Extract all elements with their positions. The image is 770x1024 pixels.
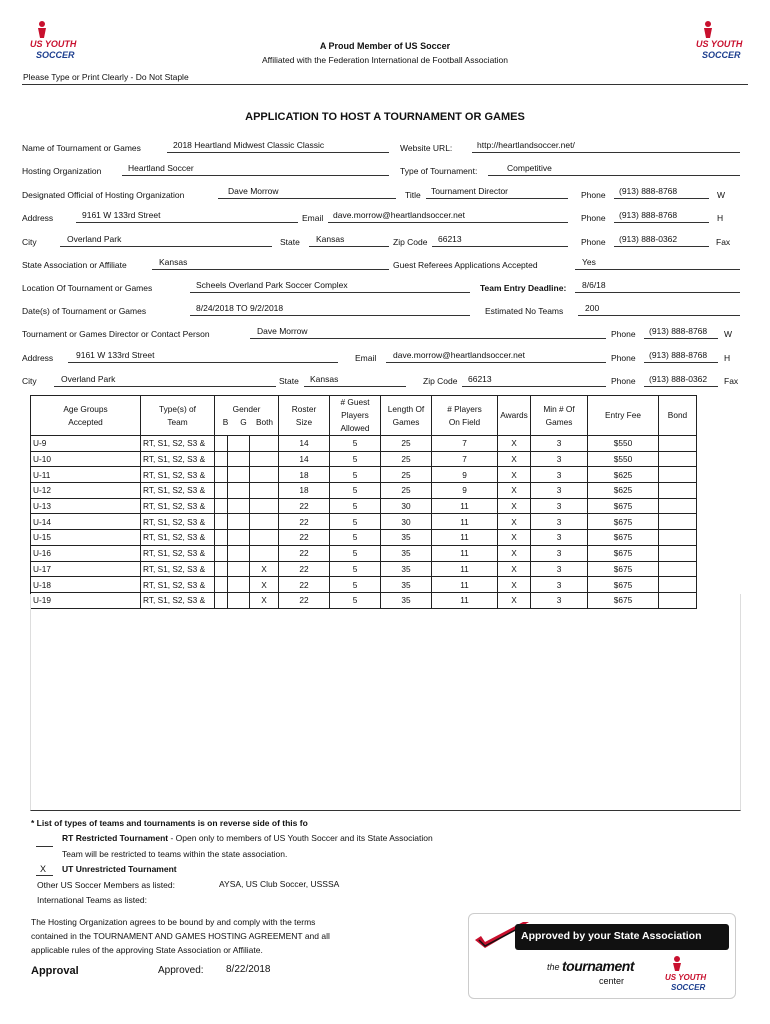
- gender-g-cell[interactable]: [228, 467, 250, 483]
- city-label: City: [22, 237, 37, 247]
- age-group-cell: U-17: [31, 561, 141, 577]
- awards-cell[interactable]: X: [498, 498, 531, 514]
- roster-size-cell[interactable]: 22: [279, 545, 330, 561]
- table-row: [31, 577, 697, 593]
- gender-both-cell[interactable]: [250, 483, 279, 499]
- est-teams-field[interactable]: 200: [585, 303, 600, 313]
- awards-cell[interactable]: X: [498, 436, 531, 452]
- logo-text-bottom: SOCCER: [671, 983, 706, 992]
- table-row: [31, 483, 697, 499]
- age-groups-header: Age Groups Accepted: [31, 396, 141, 436]
- us-youth-soccer-logo-footer: [663, 954, 715, 994]
- team-type-cell: RT, S1, S2, S3 &: [141, 561, 215, 577]
- d-address-field[interactable]: 9161 W 133rd Street: [76, 350, 155, 360]
- phone-fax-field[interactable]: (913) 888-0362: [619, 234, 678, 244]
- table-row: [31, 530, 697, 546]
- w-label: W: [717, 190, 726, 200]
- guest-players-cell[interactable]: 5: [330, 592, 381, 608]
- entry-fee-cell[interactable]: $675: [588, 530, 659, 546]
- entry-fee-header: Entry Fee: [588, 396, 659, 436]
- dates-underline: [190, 315, 470, 316]
- bond-cell[interactable]: [659, 451, 697, 467]
- awards-cell[interactable]: X: [498, 577, 531, 593]
- age-group-table: [30, 395, 697, 609]
- d-state-underline: [304, 386, 406, 387]
- players-on-field-cell[interactable]: 11: [432, 498, 498, 514]
- assoc-label: State Association or Affiliate: [22, 260, 127, 270]
- entry-fee-cell[interactable]: $675: [588, 545, 659, 561]
- gender-both-cell[interactable]: [250, 451, 279, 467]
- players-on-field-cell[interactable]: 7: [432, 436, 498, 452]
- awards-cell[interactable]: X: [498, 483, 531, 499]
- other-members-field[interactable]: AYSA, US Club Soccer, USSSA: [219, 879, 340, 889]
- roster-size-cell[interactable]: 14: [279, 436, 330, 452]
- entry-fee-cell[interactable]: $675: [588, 498, 659, 514]
- tournament-center-word: tournament: [562, 958, 634, 974]
- official-label: Designated Official of Hosting Organization: [22, 190, 185, 200]
- guest-players-cell[interactable]: 5: [330, 436, 381, 452]
- phone-w-underline: [614, 198, 709, 199]
- rt-title: RT Restricted Tournament: [62, 833, 169, 843]
- address-label: Address: [22, 213, 54, 223]
- players-on-field-cell[interactable]: 11: [432, 561, 498, 577]
- table-row: [31, 436, 697, 452]
- entry-fee-cell[interactable]: $625: [588, 483, 659, 499]
- email-field[interactable]: dave.morrow@heartlandsoccer.net: [333, 210, 465, 220]
- phone-h-underline: [614, 222, 709, 223]
- players-on-field-cell[interactable]: 9: [432, 467, 498, 483]
- fax-label: Fax: [716, 237, 731, 247]
- guest-players-cell[interactable]: 5: [330, 545, 381, 561]
- min-games-cell[interactable]: 3: [531, 498, 588, 514]
- page-title: APPLICATION TO HOST A TOURNAMENT OR GAMES: [245, 111, 525, 123]
- website-field[interactable]: http://heartlandsoccer.net/: [477, 140, 575, 150]
- d-email-underline: [386, 362, 606, 363]
- roster-size-cell[interactable]: 18: [279, 467, 330, 483]
- entry-fee-cell[interactable]: $675: [588, 577, 659, 593]
- guest-players-header: # Guest Players Allowed: [330, 396, 381, 436]
- team-type-cell: RT, S1, S2, S3 &: [141, 530, 215, 546]
- gender-b-cell[interactable]: [215, 483, 228, 499]
- guest-ref-label: Guest Referees Applications Accepted: [393, 260, 538, 270]
- min-games-cell[interactable]: 3: [531, 577, 588, 593]
- gender-both-cell[interactable]: [250, 498, 279, 514]
- w-label: W: [724, 329, 733, 339]
- table-row: [31, 545, 697, 561]
- type-underline: [488, 175, 740, 176]
- gender-b-cell[interactable]: [215, 467, 228, 483]
- roster-size-cell[interactable]: 18: [279, 483, 330, 499]
- director-underline: [250, 338, 606, 339]
- min-games-cell[interactable]: 3: [531, 545, 588, 561]
- roster-header: Roster Size: [279, 396, 330, 436]
- gender-g-cell[interactable]: [228, 436, 250, 452]
- guest-players-cell[interactable]: 5: [330, 498, 381, 514]
- official-field[interactable]: Dave Morrow: [228, 186, 279, 196]
- team-type-cell: RT, S1, S2, S3 &: [141, 467, 215, 483]
- est-teams-label: Estimated No Teams: [485, 306, 564, 316]
- d-zip-underline: [462, 386, 606, 387]
- table-row: [31, 467, 697, 483]
- entry-fee-cell[interactable]: $675: [588, 561, 659, 577]
- gender-g-cell[interactable]: [228, 530, 250, 546]
- gender-b-cell[interactable]: [215, 514, 228, 530]
- d-state-field[interactable]: Kansas: [310, 374, 339, 384]
- min-games-cell[interactable]: 3: [531, 530, 588, 546]
- table-row: [31, 514, 697, 530]
- title-field[interactable]: Tournament Director: [431, 186, 509, 196]
- phone-fax-underline: [614, 246, 709, 247]
- age-group-cell: U-11: [31, 467, 141, 483]
- ut-mark[interactable]: X: [40, 864, 47, 874]
- name-underline: [167, 152, 389, 153]
- entry-fee-cell[interactable]: $550: [588, 436, 659, 452]
- roster-size-cell[interactable]: 22: [279, 592, 330, 608]
- gender-g-cell[interactable]: [228, 545, 250, 561]
- gender-b-cell[interactable]: [215, 436, 228, 452]
- roster-size-cell[interactable]: 22: [279, 498, 330, 514]
- name-field[interactable]: 2018 Heartland Midwest Classic Classic: [173, 140, 325, 150]
- logo-text-bottom: SOCCER: [702, 50, 741, 60]
- d-city-label: City: [22, 376, 37, 386]
- table-row: [31, 498, 697, 514]
- d-address-underline: [68, 362, 338, 363]
- gender-g-cell[interactable]: [228, 451, 250, 467]
- d-phone-fax-field[interactable]: (913) 888-0362: [649, 374, 708, 384]
- game-length-cell[interactable]: 25: [381, 451, 432, 467]
- comments-area[interactable]: [30, 594, 741, 811]
- location-underline: [190, 292, 470, 293]
- game-length-cell[interactable]: 25: [381, 436, 432, 452]
- email-underline: [328, 222, 568, 223]
- director-label: Tournament or Games Director or Contact Person: [22, 329, 210, 339]
- players-on-field-cell[interactable]: 7: [432, 451, 498, 467]
- approval-label: Approval: [31, 965, 79, 977]
- agreement-line-1: The Hosting Organization agrees to be bound by and comply with the terms: [31, 917, 316, 927]
- bond-cell[interactable]: [659, 561, 697, 577]
- awards-header: Awards: [498, 396, 531, 436]
- players-on-field-cell[interactable]: 9: [432, 483, 498, 499]
- host-org-underline: [122, 175, 389, 176]
- zip-underline: [432, 246, 568, 247]
- location-field[interactable]: Scheels Overland Park Soccer Complex: [196, 280, 348, 290]
- min-games-cell[interactable]: 3: [531, 561, 588, 577]
- logo-text-bottom: SOCCER: [36, 50, 75, 60]
- entry-fee-cell[interactable]: $675: [588, 514, 659, 530]
- age-group-cell: U-10: [31, 451, 141, 467]
- entry-fee-cell[interactable]: $625: [588, 467, 659, 483]
- gender-g-cell[interactable]: [228, 514, 250, 530]
- state-underline: [309, 246, 389, 247]
- logo-text-top: US YOUTH: [696, 39, 743, 49]
- guest-players-cell[interactable]: 5: [330, 483, 381, 499]
- d-address-label: Address: [22, 353, 54, 363]
- approval-box: [468, 913, 736, 999]
- approved-date[interactable]: 8/22/2018: [226, 964, 271, 975]
- awards-cell[interactable]: X: [498, 467, 531, 483]
- fax-label: Fax: [724, 376, 739, 386]
- official-underline: [218, 198, 396, 199]
- min-games-cell[interactable]: 3: [531, 451, 588, 467]
- roster-size-cell[interactable]: 14: [279, 451, 330, 467]
- phone-label: Phone: [581, 190, 606, 200]
- d-email-label: Email: [355, 353, 377, 363]
- tournament-center-the: the: [547, 962, 560, 972]
- rt-line: [62, 833, 433, 843]
- guest-players-cell[interactable]: 5: [330, 467, 381, 483]
- d-state-label: State: [279, 376, 299, 386]
- ut-title: UT Unrestricted Tournament: [62, 864, 177, 874]
- awards-cell[interactable]: X: [498, 561, 531, 577]
- team-type-cell: RT, S1, S2, S3 &: [141, 483, 215, 499]
- phone-h-field[interactable]: (913) 888-8768: [619, 210, 678, 220]
- ut-checkbox-line: [36, 875, 53, 876]
- guest-ref-field[interactable]: Yes: [582, 257, 596, 267]
- age-group-cell: U-13: [31, 498, 141, 514]
- d-zip-label: Zip Code: [423, 376, 458, 386]
- team-type-cell: RT, S1, S2, S3 &: [141, 545, 215, 561]
- guest-players-cell[interactable]: 5: [330, 451, 381, 467]
- location-label: Location Of Tournament or Games: [22, 283, 153, 293]
- phone-label: Phone: [611, 329, 636, 339]
- agreement-line-3: applicable rules of the approving State Association or Affiliate.: [31, 945, 263, 955]
- host-org-field[interactable]: Heartland Soccer: [128, 163, 194, 173]
- d-email-field[interactable]: dave.morrow@heartlandsoccer.net: [393, 350, 525, 360]
- rt-desc: - Open only to members of US Youth Soccer and its State Association: [168, 833, 433, 843]
- state-label: State: [280, 237, 300, 247]
- d-zip-field[interactable]: 66213: [468, 374, 492, 384]
- game-length-cell[interactable]: 30: [381, 514, 432, 530]
- age-group-cell: U-18: [31, 577, 141, 593]
- age-group-cell: U-16: [31, 545, 141, 561]
- table-row: [31, 451, 697, 467]
- logo-text-top: US YOUTH: [665, 973, 707, 982]
- header-divider: [22, 84, 748, 85]
- other-members-label: Other US Soccer Members as listed:: [37, 880, 175, 890]
- gender-both-cell[interactable]: [250, 530, 279, 546]
- type-label: Type of Tournament:: [400, 166, 478, 176]
- min-games-cell[interactable]: 3: [531, 436, 588, 452]
- game-length-cell[interactable]: 35: [381, 577, 432, 593]
- game-length-cell[interactable]: 35: [381, 545, 432, 561]
- email-label: Email: [302, 213, 324, 223]
- d-phone-w-field[interactable]: (913) 888-8768: [649, 326, 708, 336]
- approval-banner-text: Approved by your State Association: [521, 930, 702, 942]
- age-group-cell: U-12: [31, 483, 141, 499]
- team-type-cell: RT, S1, S2, S3 &: [141, 514, 215, 530]
- bond-cell[interactable]: [659, 545, 697, 561]
- assoc-underline: [152, 269, 389, 270]
- d-city-underline: [54, 386, 276, 387]
- game-length-cell[interactable]: 25: [381, 467, 432, 483]
- bond-cell[interactable]: [659, 436, 697, 452]
- phone-label: Phone: [581, 213, 606, 223]
- agreement-line-2: contained in the TOURNAMENT AND GAMES HOSTING AGREEMENT and all: [31, 931, 330, 941]
- bond-cell[interactable]: [659, 577, 697, 593]
- deadline-label: Team Entry Deadline:: [480, 283, 567, 293]
- zip-label: Zip Code: [393, 237, 428, 247]
- affiliation-line: Affiliated with the Federation International de Football Association: [261, 55, 509, 65]
- address-underline: [76, 222, 298, 223]
- awards-cell[interactable]: X: [498, 545, 531, 561]
- gender-both-cell[interactable]: [250, 514, 279, 530]
- instructions: Please Type or Print Clearly - Do Not Staple: [23, 72, 189, 82]
- phone-w-field[interactable]: (913) 888-8768: [619, 186, 678, 196]
- address-field[interactable]: 9161 W 133rd Street: [82, 210, 161, 220]
- players-on-field-cell[interactable]: 11: [432, 514, 498, 530]
- table-row: [31, 561, 697, 577]
- phone-label: Phone: [611, 353, 636, 363]
- bond-cell[interactable]: [659, 483, 697, 499]
- players-on-field-cell[interactable]: 11: [432, 592, 498, 608]
- gender-g-cell[interactable]: [228, 577, 250, 593]
- zip-field[interactable]: 66213: [438, 234, 462, 244]
- age-group-cell: U-14: [31, 514, 141, 530]
- guest-ref-underline: [575, 269, 740, 270]
- age-group-cell: U-9: [31, 436, 141, 452]
- director-field[interactable]: Dave Morrow: [257, 326, 308, 336]
- gender-b-cell[interactable]: [215, 498, 228, 514]
- entry-fee-cell[interactable]: $550: [588, 451, 659, 467]
- name-label: Name of Tournament or Games: [22, 143, 141, 153]
- guest-players-cell[interactable]: 5: [330, 561, 381, 577]
- logo-text-top: US YOUTH: [30, 39, 77, 49]
- international-label: International Teams as listed:: [37, 895, 147, 905]
- type-field[interactable]: Competitive: [507, 163, 552, 173]
- types-note: * List of types of teams and tournaments is on reverse side of this fo: [31, 818, 308, 828]
- awards-cell[interactable]: X: [498, 592, 531, 608]
- gender-both-cell[interactable]: X: [250, 592, 279, 608]
- min-games-cell[interactable]: 3: [531, 514, 588, 530]
- awards-cell[interactable]: X: [498, 451, 531, 467]
- game-length-cell[interactable]: 35: [381, 561, 432, 577]
- d-phone-w-underline: [644, 338, 718, 339]
- dates-field[interactable]: 8/24/2018 TO 9/2/2018: [196, 303, 284, 313]
- players-header: # Players On Field: [432, 396, 498, 436]
- gender-b-cell[interactable]: [215, 561, 228, 577]
- rt-desc2: Team will be restricted to teams within the state association.: [62, 849, 288, 859]
- team-type-cell: RT, S1, S2, S3 &: [141, 498, 215, 514]
- gender-both-cell[interactable]: [250, 545, 279, 561]
- deadline-underline: [575, 292, 740, 293]
- bond-cell[interactable]: [659, 530, 697, 546]
- d-phone-fax-underline: [644, 386, 718, 387]
- deadline-field[interactable]: 8/6/18: [582, 280, 606, 290]
- game-length-cell[interactable]: 25: [381, 483, 432, 499]
- bond-cell[interactable]: [659, 514, 697, 530]
- title-underline: [426, 198, 568, 199]
- title-label: Title: [405, 190, 421, 200]
- gender-g-cell[interactable]: [228, 561, 250, 577]
- roster-size-cell[interactable]: 22: [279, 577, 330, 593]
- bond-cell[interactable]: [659, 467, 697, 483]
- bond-header: Bond: [659, 396, 697, 436]
- min-games-header: Min # Of Games: [531, 396, 588, 436]
- phone-label: Phone: [581, 237, 606, 247]
- players-on-field-cell[interactable]: 11: [432, 530, 498, 546]
- approved-label: Approved:: [158, 965, 204, 976]
- gender-both-cell[interactable]: X: [250, 577, 279, 593]
- awards-cell[interactable]: X: [498, 530, 531, 546]
- city-field[interactable]: Overland Park: [67, 234, 122, 244]
- gender-g-cell[interactable]: [228, 498, 250, 514]
- h-label: H: [724, 353, 731, 363]
- gender-b-cell[interactable]: [215, 451, 228, 467]
- roster-size-cell[interactable]: 22: [279, 530, 330, 546]
- state-field[interactable]: Kansas: [316, 234, 345, 244]
- tournament-center-center: center: [599, 976, 625, 986]
- dates-label: Date(s) of Tournament or Games: [22, 306, 147, 316]
- players-on-field-cell[interactable]: 11: [432, 545, 498, 561]
- guest-players-cell[interactable]: 5: [330, 577, 381, 593]
- team-type-cell: RT, S1, S2, S3 &: [141, 436, 215, 452]
- gender-both-cell[interactable]: [250, 436, 279, 452]
- min-games-cell[interactable]: 3: [531, 592, 588, 608]
- players-on-field-cell[interactable]: 11: [432, 577, 498, 593]
- team-type-cell: RT, S1, S2, S3 &: [141, 592, 215, 608]
- phone-label: Phone: [611, 376, 636, 386]
- guest-players-cell[interactable]: 5: [330, 514, 381, 530]
- min-games-cell[interactable]: 3: [531, 467, 588, 483]
- roster-size-cell[interactable]: 22: [279, 561, 330, 577]
- gender-g-cell[interactable]: [228, 483, 250, 499]
- website-label: Website URL:: [400, 143, 453, 153]
- roster-size-cell[interactable]: 22: [279, 514, 330, 530]
- gender-b-cell[interactable]: [215, 545, 228, 561]
- h-label: H: [717, 213, 724, 223]
- city-underline: [60, 246, 272, 247]
- rt-checkbox-line[interactable]: [36, 846, 53, 847]
- awards-cell[interactable]: X: [498, 514, 531, 530]
- bond-cell[interactable]: [659, 498, 697, 514]
- gender-both-cell[interactable]: X: [250, 561, 279, 577]
- team-type-cell: RT, S1, S2, S3 &: [141, 451, 215, 467]
- assoc-field[interactable]: Kansas: [159, 257, 188, 267]
- website-underline: [472, 152, 740, 153]
- host-org-label: Hosting Organization: [22, 166, 102, 176]
- game-length-cell[interactable]: 30: [381, 498, 432, 514]
- length-header: Length Of Games: [381, 396, 432, 436]
- table-header-row: [31, 396, 697, 436]
- gender-both-cell[interactable]: [250, 467, 279, 483]
- gender-header: Gender B G Both: [215, 396, 279, 436]
- gender-b-cell[interactable]: [215, 577, 228, 593]
- team-type-cell: RT, S1, S2, S3 &: [141, 577, 215, 593]
- age-group-cell: U-15: [31, 530, 141, 546]
- d-phone-h-underline: [644, 362, 718, 363]
- guest-players-cell[interactable]: 5: [330, 530, 381, 546]
- min-games-cell[interactable]: 3: [531, 483, 588, 499]
- game-length-cell[interactable]: 35: [381, 592, 432, 608]
- d-phone-h-field[interactable]: (913) 888-8768: [649, 350, 708, 360]
- game-length-cell[interactable]: 35: [381, 530, 432, 546]
- team-type-header: Type(s) of Team: [141, 396, 215, 436]
- est-teams-underline: [578, 315, 740, 316]
- age-group-cell: U-19: [31, 592, 141, 608]
- d-city-field[interactable]: Overland Park: [61, 374, 116, 384]
- member-line: A Proud Member of US Soccer: [319, 41, 451, 51]
- entry-fee-cell[interactable]: $675: [588, 592, 659, 608]
- gender-b-cell[interactable]: [215, 530, 228, 546]
